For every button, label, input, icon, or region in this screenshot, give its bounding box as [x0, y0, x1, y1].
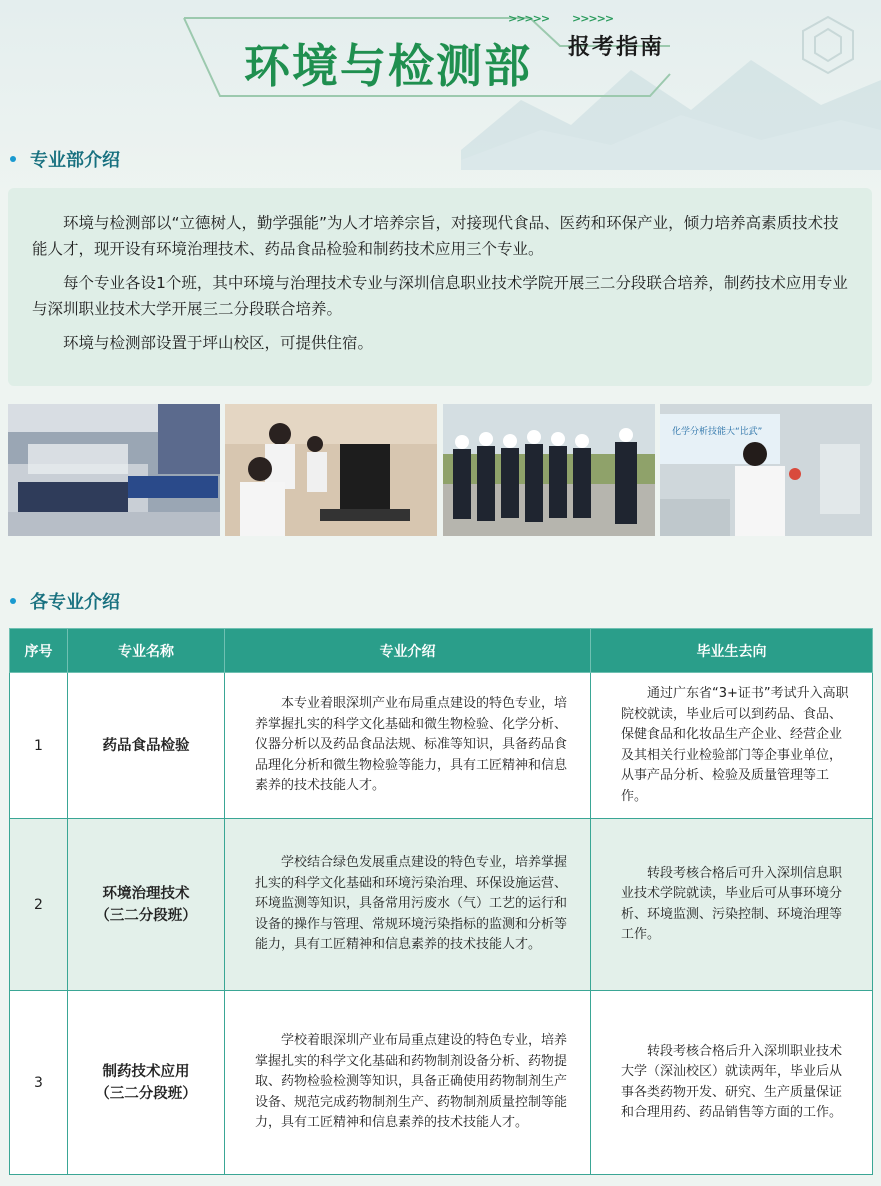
major-intro-cell — [225, 673, 591, 819]
major-intro-cell — [225, 819, 591, 991]
major-name: 环境治理技术 — [102, 885, 190, 902]
intro-section-heading — [10, 146, 120, 172]
chemistry-competition-photo — [660, 404, 872, 536]
major-intro-cell — [225, 991, 591, 1175]
row-number: 2 — [10, 819, 68, 991]
major-name: 药品食品检验 — [102, 737, 190, 754]
col-header-name: 专业名称 — [68, 629, 225, 673]
major-name-cell — [68, 991, 225, 1175]
majors-table — [9, 628, 873, 1175]
row-number: 1 — [10, 673, 68, 819]
col-header-num: 序号 — [10, 629, 68, 673]
major-name: 制药技术应用 — [102, 1063, 190, 1080]
col-header-dest: 毕业生去向 — [591, 629, 873, 673]
major-destination: 转段考核合格后升入深圳职业技术大学（深汕校区）就读两年，毕业后从事各类药物开发、研究、生产质量保证和合理用药、药品销售等方面的工作。 — [621, 1043, 843, 1120]
students-field-trip-photo — [443, 404, 655, 536]
major-class-type: （三二分段班） — [95, 907, 197, 924]
hexagon-molecule-icon — [797, 14, 859, 76]
bullet-dot-icon — [10, 598, 16, 604]
row-number: 3 — [10, 991, 68, 1175]
majors-heading-text: 各专业介绍 — [30, 592, 120, 613]
intro-paragraph-3: 环境与检测部设置于坪山校区，可提供住宿。 — [63, 334, 374, 352]
major-destination: 通过广东省“3+证书”考试升入高职院校就读，毕业后可以到药品、食品、保健食品和化妆品生产企业、经营企业及其相关行业检验部门等企事业单位，从事产品分析、检验及质量管理等工作。 — [621, 686, 849, 804]
table-row — [10, 991, 873, 1175]
col-header-intro: 专业介绍 — [225, 629, 591, 673]
page-subtitle: 报考指南 — [568, 35, 665, 60]
students-computer-photo — [225, 404, 437, 536]
major-intro: 本专业着眼深圳产业布局重点建设的特色专业，培养掌握扎实的科学文化基础和微生物检验、化学分析、仪器分析以及药品食品法规、标准等知识，具备药品食品理化分析和微生物检验等能力，具有工匠精神和信息素养的技术技能人才。 — [255, 696, 568, 794]
majors-section-heading — [10, 588, 120, 614]
major-name-cell — [68, 819, 225, 991]
major-destination: 转段考核合格后可升入深圳信息职业技术学院就读，毕业后可从事环境分析、环境监测、污染控制、环境治理等工作。 — [621, 865, 843, 942]
decor-arrows-2: >>>>> — [572, 12, 614, 25]
competition-banner-text: 化学分析技能大“比武” — [671, 427, 763, 437]
major-dest-cell — [591, 673, 873, 819]
major-intro: 学校着眼深圳产业布局重点建设的特色专业，培养掌握扎实的科学文化基础和药物制剂设备分析、药物提取、药物检验检测等知识，具备正确使用药物制剂生产设备、规范完成药物制剂生产、药物制剂质量控制等能力，具有工匠精神和信息素养的技术技能人才。 — [255, 1033, 568, 1131]
major-intro: 学校结合绿色发展重点建设的特色专业，培养掌握扎实的科学文化基础和环境污染治理、环保设施运营、环境监测等知识，具备常用污废水（气）工艺的运行和设备的操作与管理、常规环境污染指标的监测和分析等能力，具有工匠精神和信息素养的技术技能人才。 — [255, 855, 568, 953]
table-header-row — [10, 629, 873, 673]
page-title: 环境与检测部 — [244, 39, 532, 93]
table-row — [10, 819, 873, 991]
photo-strip — [8, 404, 872, 536]
bullet-dot-icon — [10, 156, 16, 162]
intro-paragraph-1: 环境与检测部以“立德树人，勤学强能”为人才培养宗旨，对接现代食品、医药和环保产业，倾力培养高素质技术技能人才，现开设有环境治理技术、药品食品检验和制药技术应用三个专业。 — [32, 214, 839, 258]
decor-arrows-1: >>>>> — [508, 12, 550, 25]
table-row — [10, 673, 873, 819]
major-dest-cell — [591, 991, 873, 1175]
major-name-cell — [68, 673, 225, 819]
major-class-type: （三二分段班） — [95, 1085, 197, 1102]
major-dest-cell — [591, 819, 873, 991]
intro-heading-text: 专业部介绍 — [30, 150, 120, 171]
intro-paragraph-2: 每个专业各设1个班，其中环境与治理技术专业与深圳信息职业技术学院开展三二分段联合培养，制药技术应用专业与深圳职业技术大学开展三二分段联合培养。 — [32, 274, 848, 318]
intro-text-box — [8, 188, 872, 386]
lab-room-photo — [8, 404, 220, 536]
